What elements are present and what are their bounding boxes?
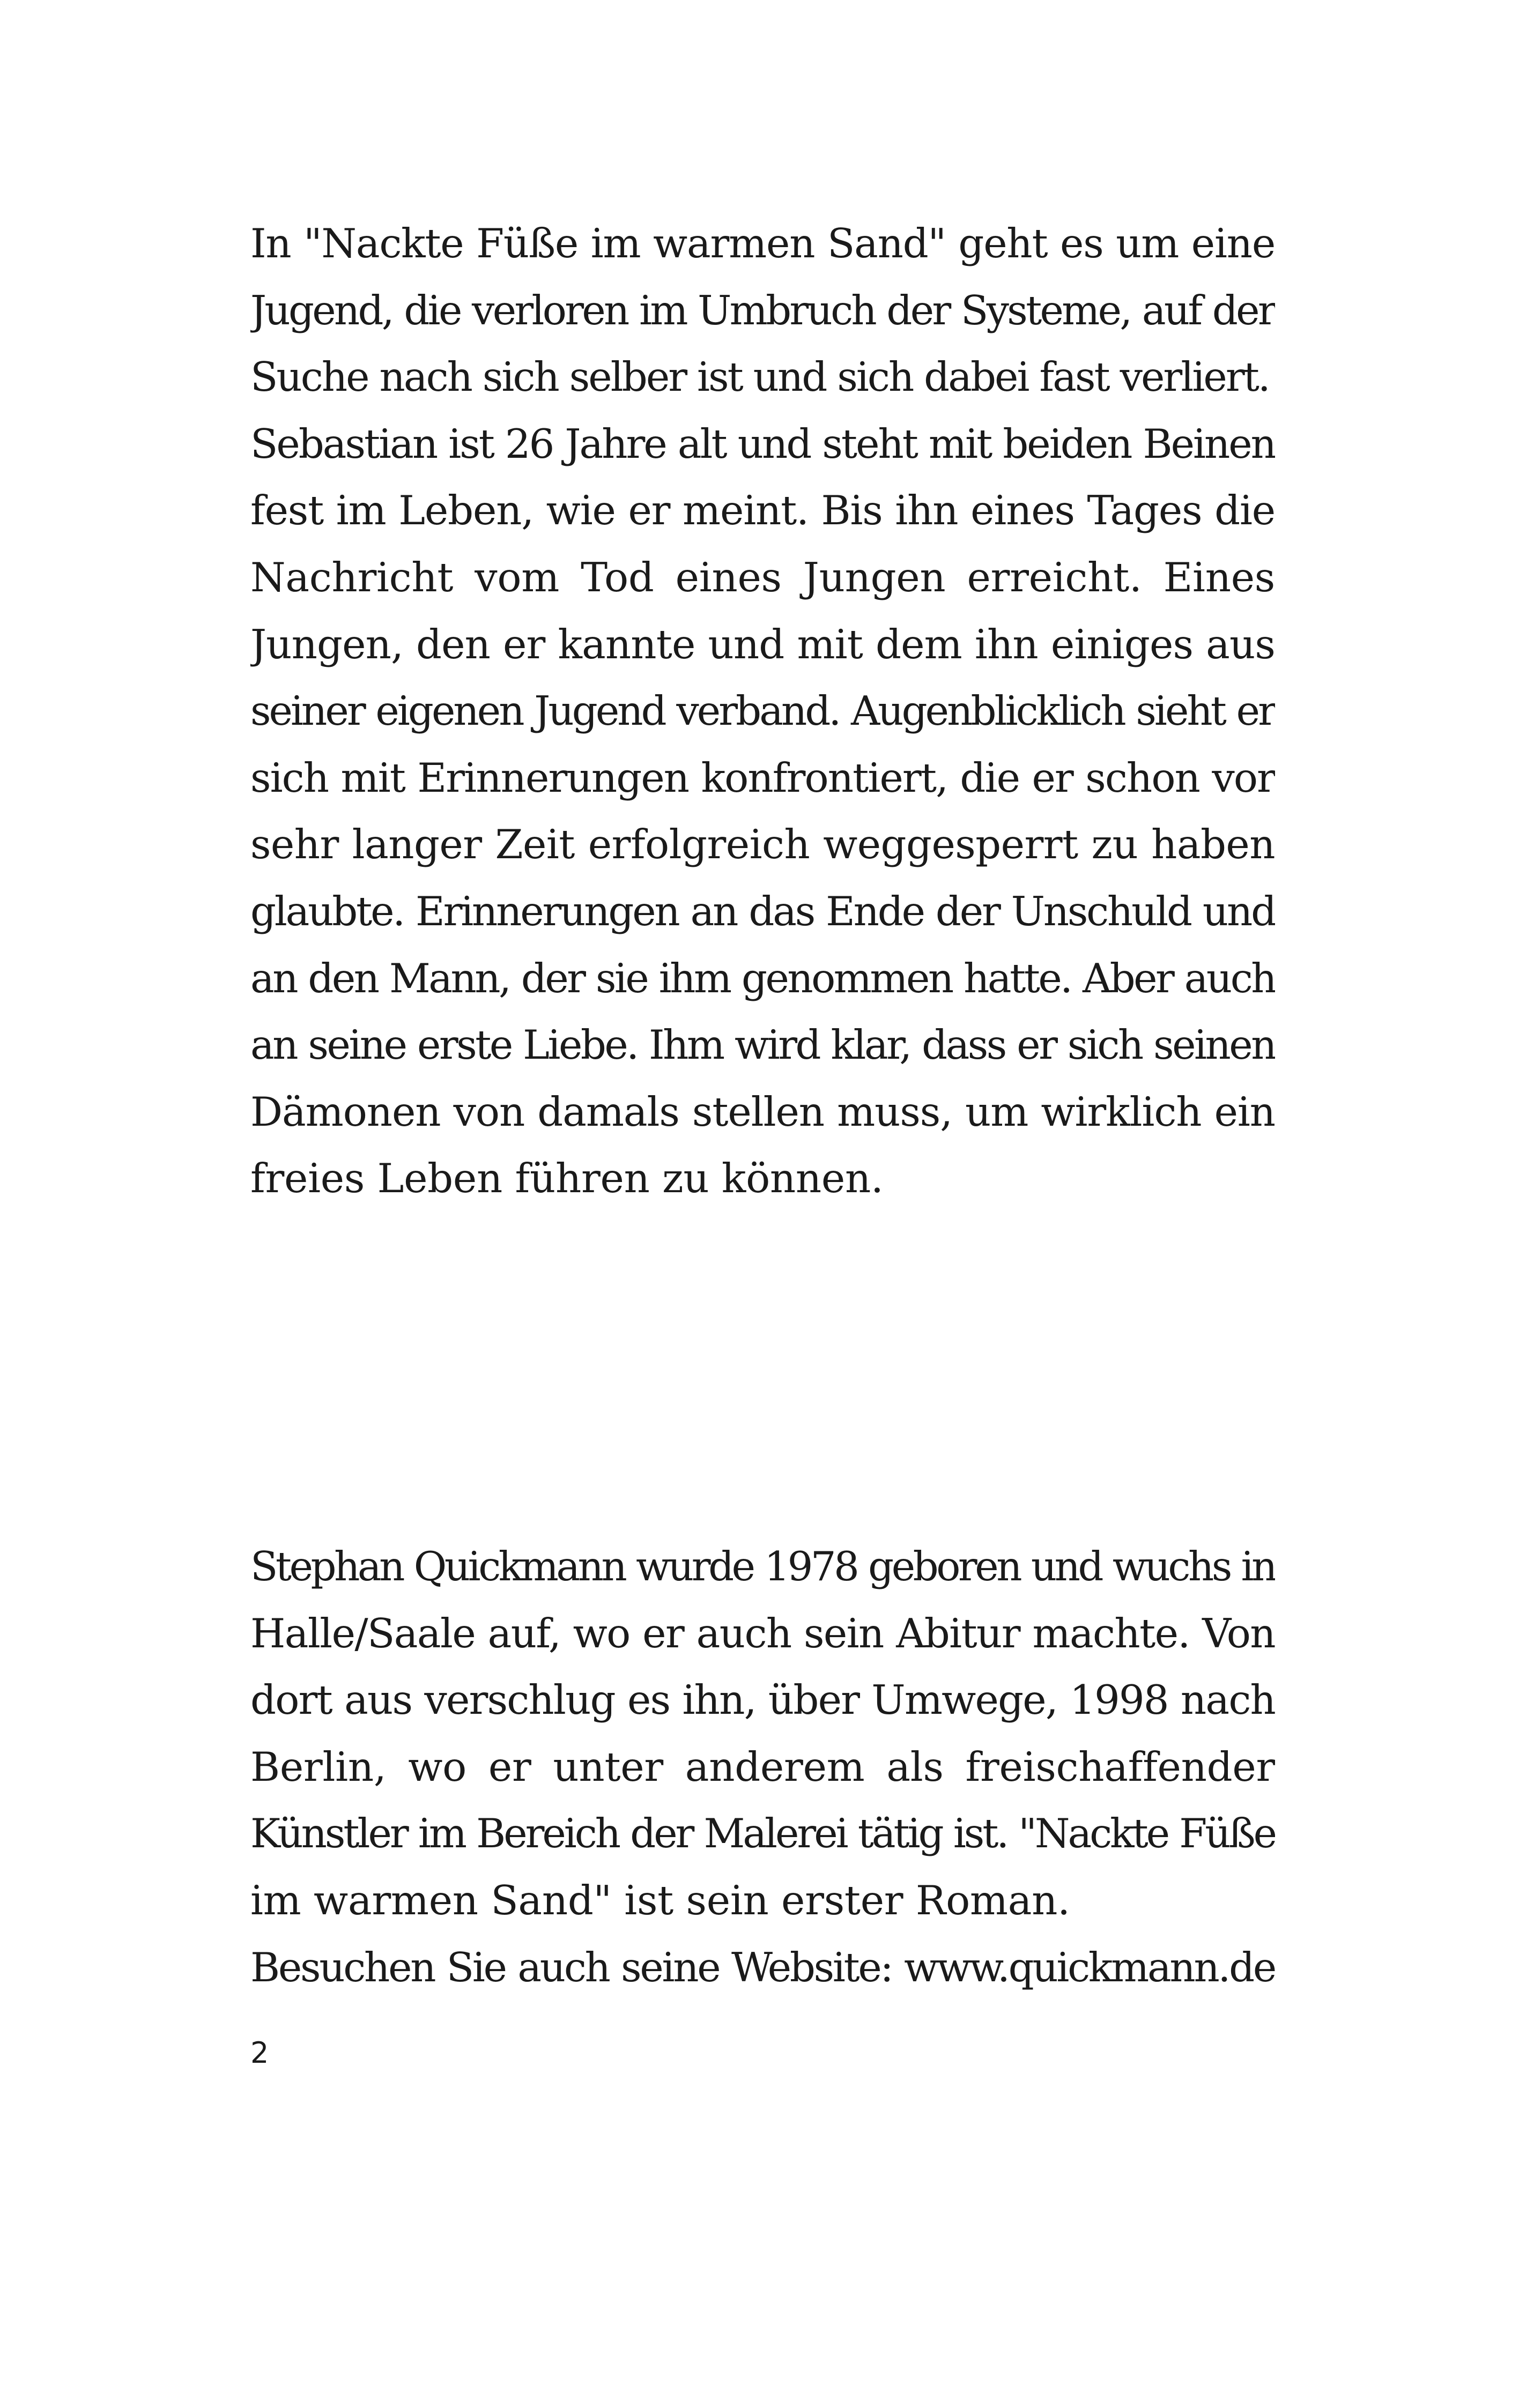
blurb-line: glaubte. Erinnerungen an das Ende der Unschuld und (250, 887, 1275, 935)
blurb-line: sehr langer Zeit erfolgreich weggesperrt zu haben (250, 821, 1275, 868)
blurb-line: an den Mann, der sie ihm genommen hatte. Aber auch (250, 954, 1275, 1002)
bio-line: Künstler im Bereich der Malerei tätig ist. "Nackte Füße (250, 1810, 1275, 1857)
bio-line: Stephan Quickmann wurde 1978 geboren und wuchs in (250, 1543, 1275, 1590)
page-number: 2 (250, 2036, 269, 2070)
bio-line: Halle/Saale auf, wo er auch sein Abitur machte. Von (250, 1609, 1275, 1657)
blurb-line: Suche nach sich selber ist und sich dabei fast verliert. (250, 353, 1269, 401)
bio-line: im warmen Sand" ist sein erster Roman. (250, 1876, 1070, 1924)
blurb-line: freies Leben führen zu können. (250, 1155, 884, 1202)
book-blurb-paragraph (250, 210, 1275, 1212)
blurb-line: Sebastian ist 26 Jahre alt und steht mit beiden Beinen (250, 420, 1275, 467)
blurb-line: sich mit Erinnerungen konfrontiert, die er schon vor (250, 754, 1275, 801)
blurb-line: Jungen, den er kannte und mit dem ihn einiges aus (250, 620, 1275, 668)
bio-website-line: Besuchen Sie auch seine Website: www.quickmann.de (250, 1943, 1275, 1991)
bio-line: dort aus verschlug es ihn, über Umwege, 1998 nach (250, 1676, 1275, 1724)
blurb-line: Jugend, die verloren im Umbruch der Systeme, auf der (250, 286, 1275, 334)
blurb-line: Dämonen von damals stellen muss, um wirklich ein (250, 1088, 1275, 1135)
blurb-line: an seine erste Liebe. Ihm wird klar, dass er sich seinen (250, 1021, 1275, 1069)
blurb-line: seiner eigenen Jugend verband. Augenblicklich sieht er (250, 687, 1275, 735)
author-bio-paragraph (250, 1533, 1275, 2001)
blurb-line: Nachricht vom Tod eines Jungen erreicht. Eines (250, 553, 1275, 601)
blurb-line: In "Nackte Füße im warmen Sand" geht es um eine (250, 220, 1275, 267)
blurb-line: fest im Leben, wie er meint. Bis ihn eines Tages die (250, 487, 1275, 534)
bio-line: Berlin, wo er unter anderem als freischaffender (250, 1743, 1275, 1790)
